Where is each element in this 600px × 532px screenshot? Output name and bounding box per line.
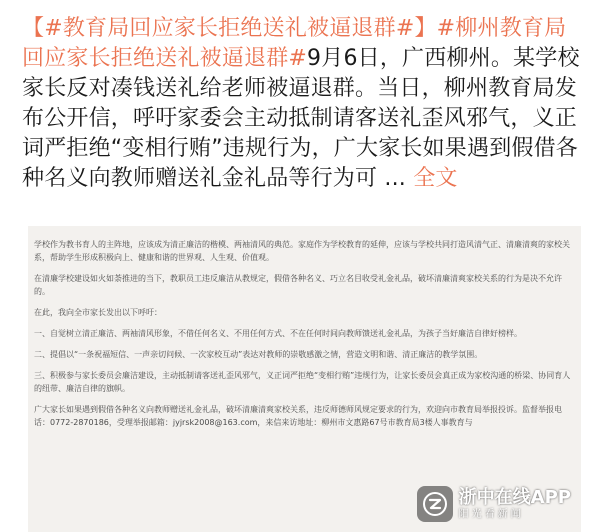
letter-paragraph: 在清廉学校建设如火如荼推进的当下，教职员工违反廉洁从教规定，假借各种名义、巧立名目收受礼金礼品，破坏清廉清爽家校关系的行为是决不允许的。 [34,274,562,296]
letter-paragraph: 二、提倡以“一条祝福短信、一声亲切问候、一次家校互动”表达对教师的崇敬感激之情，营造文明和谐、清正廉洁的教学氛围。 [34,350,483,359]
letter-paragraph: 在此，我向全市家长发出以下呼吁： [34,308,162,317]
post-body: 9月6日，广西柳州。某学校家长反对凑钱送礼给老师被逼退群。当日，柳州教育局发布公开信，呼吁家委会主动抵制请客送礼歪风邪气，义正词严拒绝“变相行贿”违规行为，广大家长如果遇到假借各种名义向教师赠送礼金礼品等行为可 ... [22,46,580,191]
post-text [22,14,584,194]
watermark-text [458,486,571,520]
open-letter-text [34,238,574,437]
app-logo-icon [417,486,453,522]
letter-paragraph: 学校作为教书育人的主阵地，应该成为清正廉洁的楷模、两袖清风的典范。家庭作为学校教育的延伸，应该与学校共同打造风清气正、清廉清爽的家校关系，帮助学生形成积极向上、健康和谐的世界观、人生观、价值观。 [34,240,570,262]
hashtag-topic-2[interactable]: #柳州教育局回应家长拒绝送礼被逼退群# [22,16,567,71]
hashtag-topic-1[interactable]: 【#教育局回应家长拒绝送礼被逼退群#】 [22,16,437,41]
letter-paragraph: 一、自觉树立清正廉洁、两袖清风形象，不借任何名义、不用任何方式、不在任何时间向教师馈送礼金礼品，为孩子当好廉洁自律好榜样。 [34,329,522,338]
expand-full-text-link[interactable]: 全文 [413,166,458,191]
open-letter-image[interactable] [28,226,581,532]
letter-paragraph: 广大家长如果遇到假借各种名义向教师赠送礼金礼品，破坏清廉清爽家校关系，违反师德师风规定要求的行为，欢迎向市教育局举报投诉。监督举报电话：0772-2870186，受理举报邮箱：jyjrsk2008@163.com，来信来访地址：柳州市文惠路67号市教育局3楼人事教育与 [34,405,562,427]
watermark-app-name: 浙中在线APP [458,486,571,508]
letter-paragraph: 三、积极参与家长委员会廉洁建设，主动抵制请客送礼歪风邪气，义正词严拒绝“变相行贿”违规行为，让家长委员会真正成为家校沟通的桥梁、协同育人的纽带、廉洁自律的旗帜。 [34,371,571,393]
watermark-logo [417,484,571,524]
watermark-slogan: 阳光看新闻 [458,508,524,520]
